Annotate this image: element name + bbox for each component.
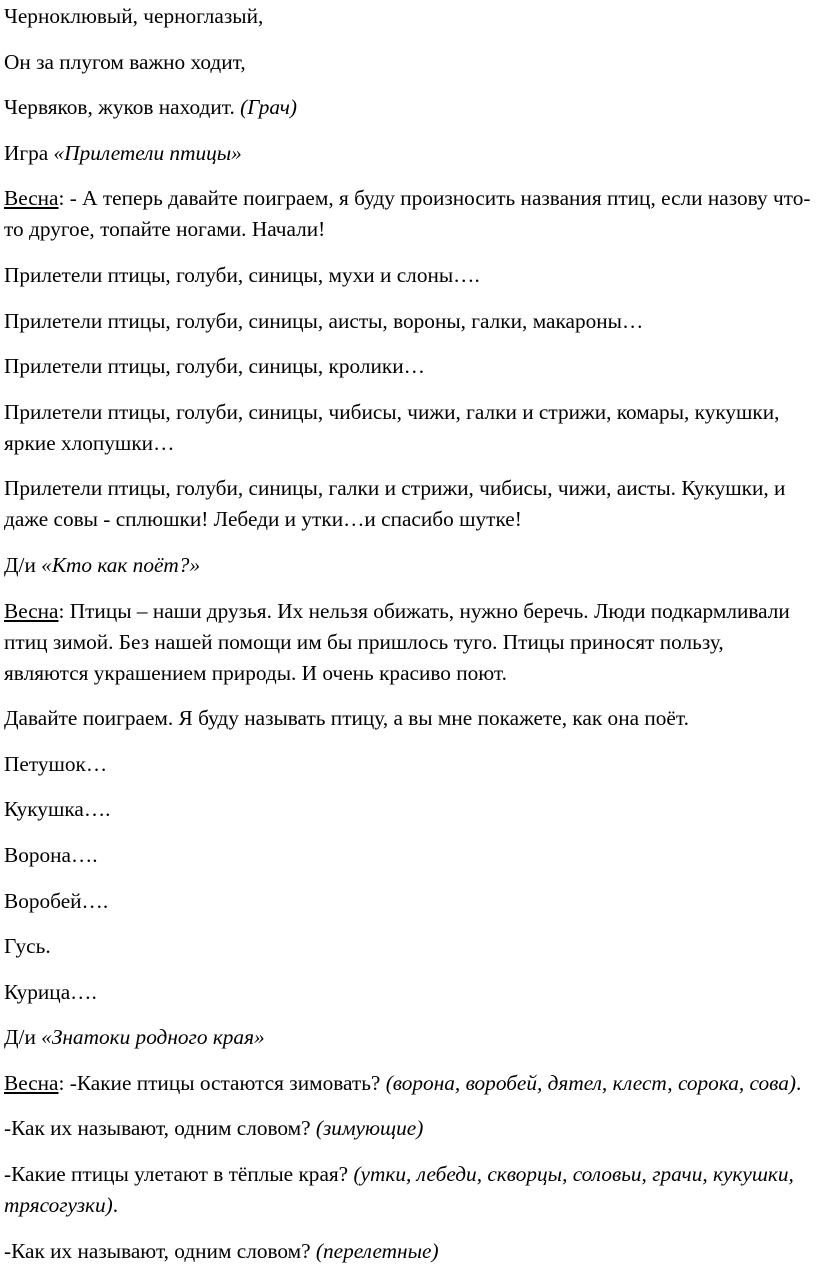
bird-line xyxy=(4,977,812,1008)
game-line-text: Прилетели птицы, голуби, синицы, кролики… xyxy=(4,354,425,379)
question-end: . xyxy=(112,1193,119,1218)
bird-name: Ворона…. xyxy=(4,842,98,867)
question-text: : -Какие птицы остаются зимовать? xyxy=(58,1070,386,1095)
game-line-text: Прилетели птицы, голуби, синицы, мухи и слоны…. xyxy=(4,262,480,287)
question-paragraph xyxy=(4,1236,812,1267)
instruction-text: Давайте поиграем. Я буду называть птицу, а вы мне покажете, как она поёт. xyxy=(4,706,689,731)
speaker-text: : - А теперь давайте поиграем, я буду произносить названия птиц, если назову что-то другое, топайте ногами. Начали! xyxy=(4,186,811,242)
question-paragraph xyxy=(4,1068,812,1099)
question-text: -Как их называют, одним словом? xyxy=(4,1116,316,1141)
speaker-paragraph xyxy=(4,183,812,245)
question-answer: (перелетные) xyxy=(315,1238,439,1263)
bird-line xyxy=(4,886,812,917)
bird-line xyxy=(4,794,812,825)
riddle-answer: (Грач) xyxy=(240,95,297,120)
game-heading-prefix: Игра xyxy=(4,140,54,165)
bird-name: Курица…. xyxy=(4,979,97,1004)
bird-line xyxy=(4,840,812,871)
bird-name: Воробей…. xyxy=(4,888,109,913)
game-line-text: Прилетели птицы, голуби, синицы, чибисы, чижи, галки и стрижи, комары, кукушки, яркие хлопушки… xyxy=(4,399,780,455)
game-line xyxy=(4,351,812,382)
game-line xyxy=(4,306,812,337)
bird-line xyxy=(4,749,812,780)
game-heading-title: «Прилетели птицы» xyxy=(53,140,242,165)
speaker-text: : Птицы – наши друзья. Их нельзя обижать, нужно беречь. Люди подкармливали птиц зимой. Без нашей помощи им бы пришлось туго. Птицы приносят пользу, являются украшением природы. И очень красиво поют. xyxy=(4,598,790,685)
bird-name: Гусь. xyxy=(4,934,51,959)
game-heading xyxy=(4,138,812,169)
riddle-line xyxy=(4,47,812,78)
game-heading-title: «Знатоки родного края» xyxy=(41,1025,265,1050)
question-text: -Как их называют, одним словом? xyxy=(4,1238,316,1263)
speaker-name: Весна xyxy=(4,598,59,623)
game-heading-prefix: Д/и xyxy=(4,1025,42,1050)
bird-name: Петушок… xyxy=(4,751,108,776)
game-heading xyxy=(4,1022,812,1053)
bird-name: Кукушка…. xyxy=(4,797,111,822)
question-paragraph xyxy=(4,1159,812,1221)
riddle-line-text: Червяков, жуков находит. xyxy=(4,95,235,120)
bird-line xyxy=(4,931,812,962)
game-line-text: Прилетели птицы, голуби, синицы, аисты, вороны, галки, макароны… xyxy=(4,308,644,333)
question-text: -Какие птицы улетают в тёплые края? xyxy=(4,1162,354,1187)
question-answer: (ворона, воробей, дятел, клест, сорока, сова) xyxy=(385,1070,796,1095)
document-page xyxy=(4,0,812,1281)
question-answer: (зимующие) xyxy=(315,1116,424,1141)
game-heading-title: «Кто как поёт?» xyxy=(41,552,201,577)
instruction-paragraph xyxy=(4,703,812,734)
speaker-name: Весна xyxy=(4,1070,59,1095)
speaker-paragraph xyxy=(4,596,812,689)
game-line-text: Прилетели птицы, голуби, синицы, галки и стрижи, чибисы, чижи, аисты. Кукушки, и даже совы - сплюшки! Лебеди и утки…и спасибо шутке! xyxy=(4,476,786,532)
game-line xyxy=(4,397,812,459)
riddle-line-text: Черноклювый, черноглазый, xyxy=(4,4,264,28)
game-line xyxy=(4,260,812,291)
speaker-name: Весна xyxy=(4,186,59,211)
game-heading-prefix: Д/и xyxy=(4,552,42,577)
game-line xyxy=(4,473,812,535)
riddle-line xyxy=(4,92,812,123)
question-answer: (утки, лебеди, скворцы, соловьи, грачи, кукушки, трясогузки) xyxy=(4,1162,794,1218)
question-end: . xyxy=(795,1070,802,1095)
riddle-line xyxy=(4,1,812,32)
riddle-line-text: Он за плугом важно ходит, xyxy=(4,49,246,74)
question-paragraph xyxy=(4,1113,812,1144)
game-heading xyxy=(4,550,812,581)
